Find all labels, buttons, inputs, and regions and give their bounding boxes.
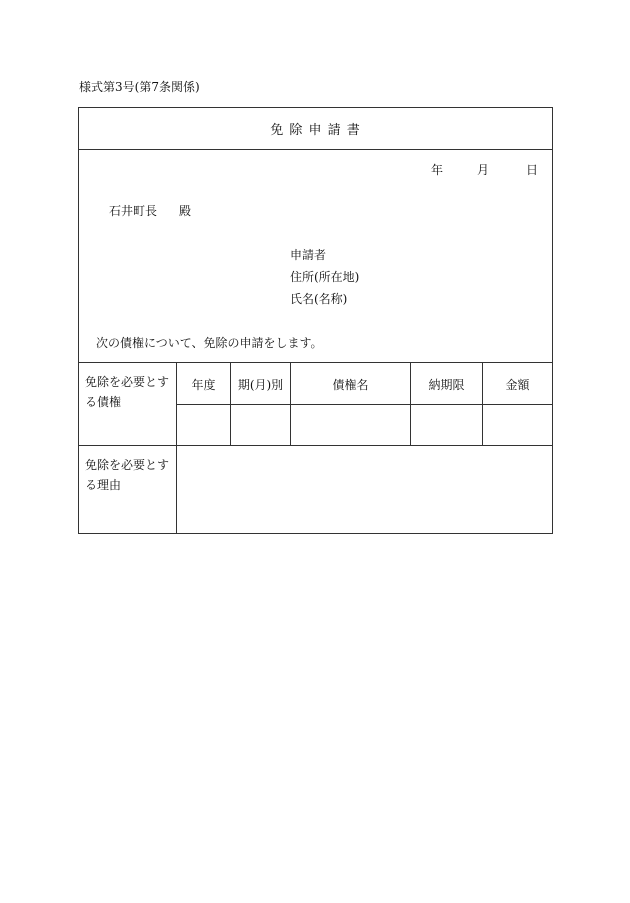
- form-number: 様式第3号(第7条関係): [79, 80, 200, 94]
- date-month-label: 月: [477, 163, 490, 177]
- fiscal-year-cell[interactable]: [177, 405, 230, 445]
- period-cell[interactable]: [231, 405, 290, 445]
- reason-label-line2: る理由: [85, 478, 122, 492]
- header-claim-name: 債権名: [332, 377, 369, 392]
- header-period: 期(月)別: [237, 377, 284, 392]
- reason-cell[interactable]: [177, 446, 552, 533]
- reason-label-line1: 免除を必要とす: [85, 458, 170, 472]
- amount-cell[interactable]: [483, 405, 552, 445]
- header-due-date: 納期限: [428, 377, 465, 392]
- header-fiscal-year: 年度: [191, 377, 216, 392]
- claims-row-label-line2: る債権: [85, 395, 122, 409]
- reason-label: [85, 455, 169, 495]
- header-amount: 金額: [505, 377, 530, 392]
- applicant-address-label: 住所(所在地): [290, 270, 360, 284]
- title-row: [79, 108, 552, 150]
- addressee-honorific: 殿: [179, 204, 192, 218]
- exemption-application-form: [78, 107, 553, 534]
- applicant-name-label: 氏名(名称): [290, 292, 348, 306]
- date-day-label: 日: [526, 163, 539, 177]
- applicant-label: 申請者: [290, 248, 327, 262]
- form-title: 免 除 申 請 書: [270, 123, 361, 138]
- date-year-label: 年: [431, 163, 444, 177]
- due-date-cell[interactable]: [411, 405, 482, 445]
- claim-name-cell[interactable]: [291, 405, 410, 445]
- request-text: 次の債権について、免除の申請をします。: [96, 336, 323, 350]
- addressee-name: 石井町長: [109, 204, 158, 218]
- claims-row-label: [85, 372, 169, 412]
- claims-row-label-line1: 免除を必要とす: [85, 375, 170, 389]
